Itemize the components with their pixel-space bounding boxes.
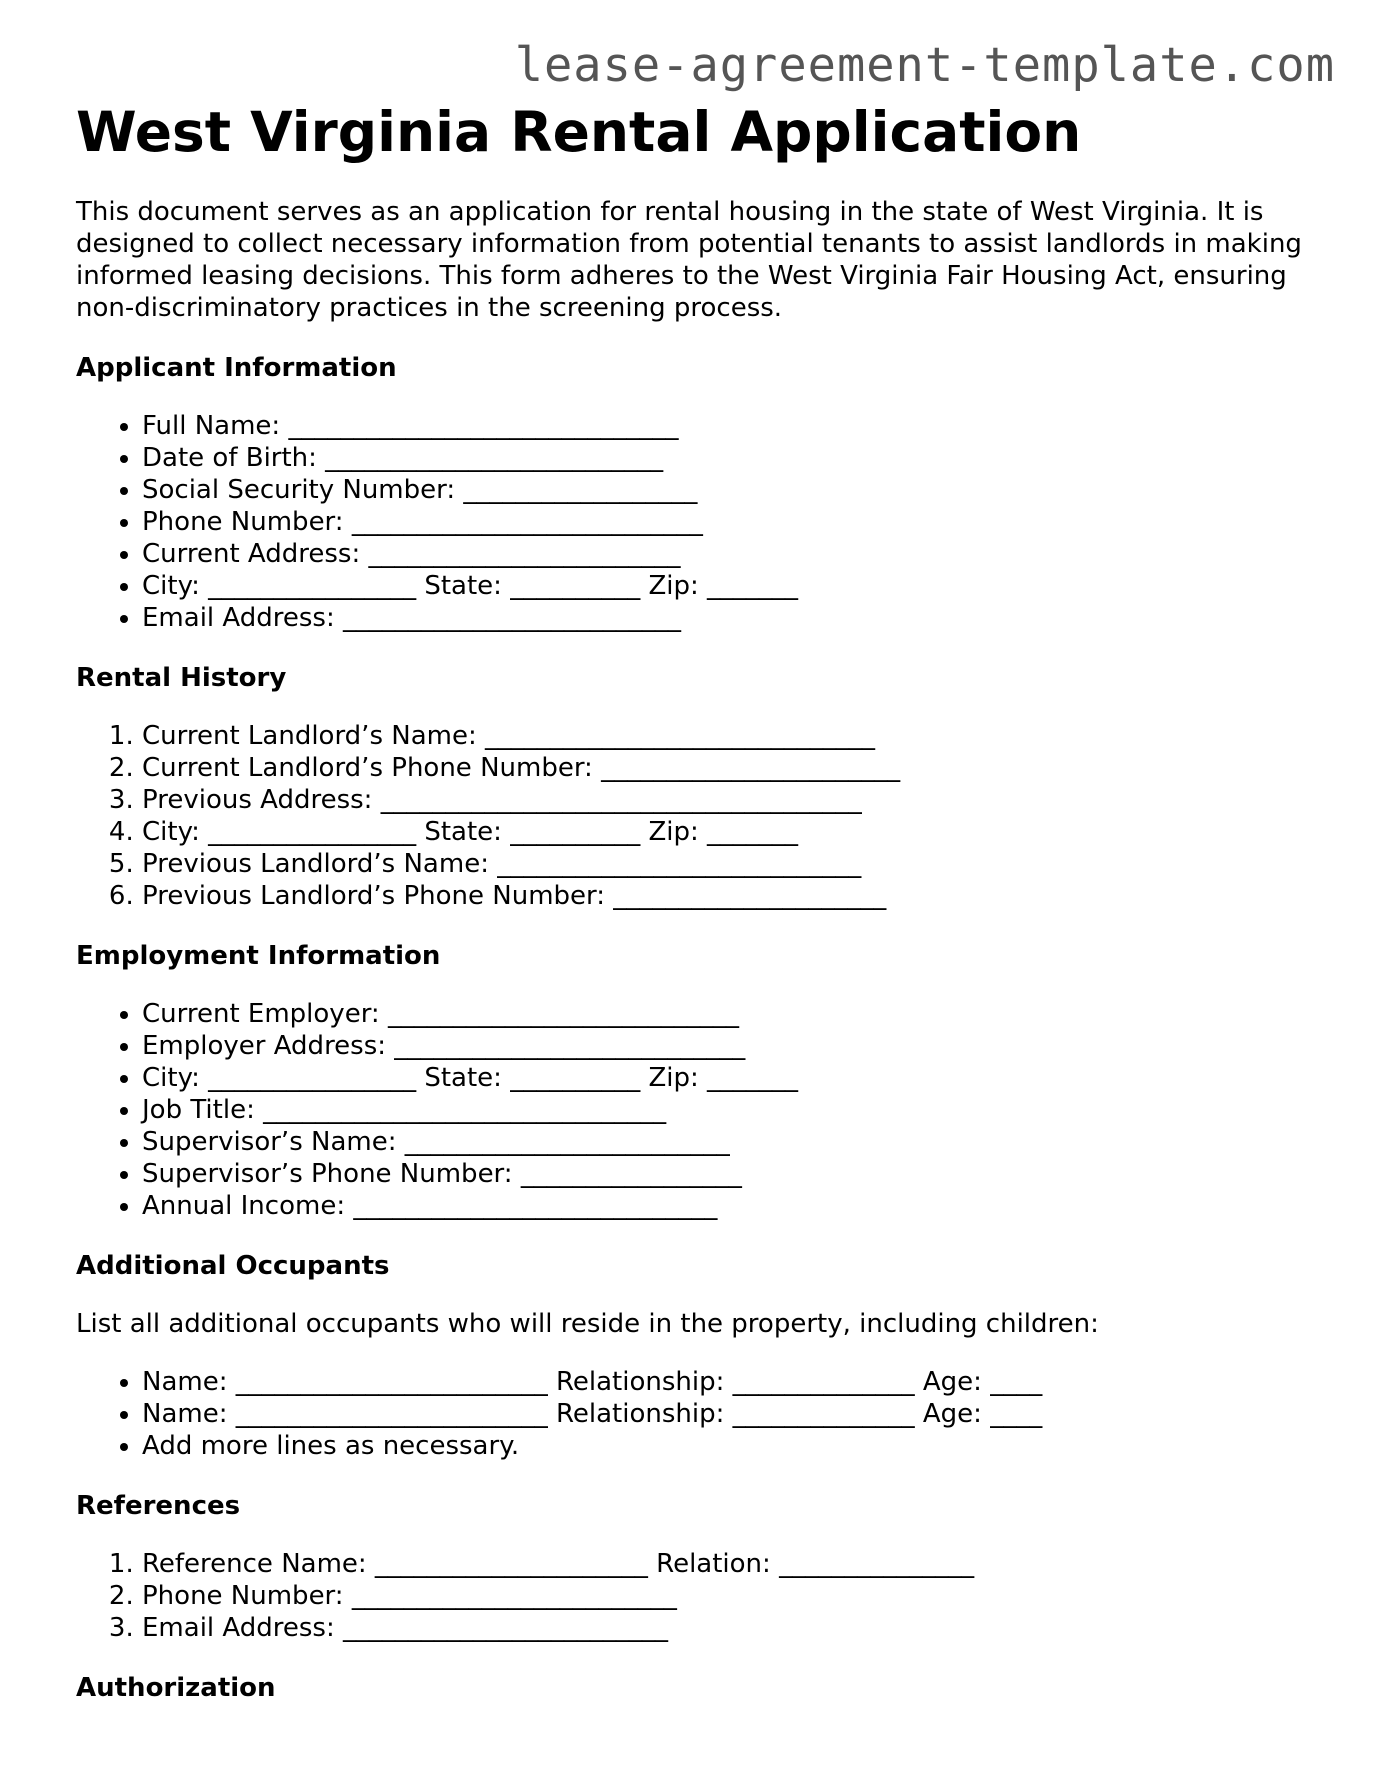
site-watermark: lease-agreement-template.com (514, 38, 1335, 93)
field-email: • Email Address: __________________________ (142, 602, 1316, 634)
occupants-list (76, 1366, 1316, 1462)
references-list (76, 1548, 1316, 1644)
applicant-fields-list (76, 410, 1316, 634)
field-reference-name: 1. Reference Name: _____________________ Relation: _______________ (142, 1548, 1316, 1580)
section-heading-occupants: Additional Occupants (76, 1251, 390, 1281)
field-previous-address: 3. Previous Address: _____________________________________ (142, 784, 1316, 816)
occupants-note: • Add more lines as necessary. (142, 1430, 1316, 1462)
section-heading-rental-history: Rental History (76, 663, 287, 693)
section-heading-authorization: Authorization (76, 1673, 276, 1703)
employment-fields-list (76, 998, 1316, 1222)
field-previous-landlord-name: 5. Previous Landlord’s Name: ____________________________ (142, 848, 1316, 880)
rental-history-list (76, 720, 1316, 912)
intro-paragraph: This document serves as an application for rental housing in the state of West Virginia. It is designed to collect necessary information from potential tenants to assist landlords in making informed leasing decisions. This form adheres to the West Virginia Fair Housing Act, ensuring non-discriminatory practices in the screening process. (76, 197, 1302, 323)
occupants-instructions: List all additional occupants who will reside in the property, including children: (76, 1309, 1099, 1339)
field-occupant-1: • Name: ________________________ Relationship: ______________ Age: ____ (142, 1366, 1316, 1398)
field-reference-phone: 2. Phone Number: _________________________ (142, 1580, 1316, 1612)
page-title: West Virginia Rental Application (76, 100, 1082, 164)
field-previous-landlord-phone: 6. Previous Landlord’s Phone Number: _____________________ (142, 880, 1316, 912)
section-heading-applicant: Applicant Information (76, 353, 397, 383)
field-annual-income: • Annual Income: ____________________________ (142, 1190, 1316, 1222)
field-reference-email: 3. Email Address: _________________________ (142, 1612, 1316, 1644)
field-occupant-2: • Name: ________________________ Relationship: ______________ Age: ____ (142, 1398, 1316, 1430)
field-current-landlord-phone: 2. Current Landlord’s Phone Number: _______________________ (142, 752, 1316, 784)
field-city-state-zip: • City: ________________ State: __________ Zip: _______ (142, 570, 1316, 602)
field-date-of-birth: • Date of Birth: __________________________ (142, 442, 1316, 474)
field-employer-address: • Employer Address: ___________________________ (142, 1030, 1316, 1062)
field-employer-city-state-zip: • City: ________________ State: __________ Zip: _______ (142, 1062, 1316, 1094)
document-page (76, 96, 1316, 1704)
section-heading-references: References (76, 1491, 241, 1521)
field-full-name: • Full Name: ______________________________ (142, 410, 1316, 442)
field-current-employer: • Current Employer: ___________________________ (142, 998, 1316, 1030)
field-supervisor-name: • Supervisor’s Name: _________________________ (142, 1126, 1316, 1158)
field-current-address: • Current Address: ________________________ (142, 538, 1316, 570)
field-job-title: • Job Title: _______________________________ (142, 1094, 1316, 1126)
field-previous-city-state-zip: 4. City: ________________ State: __________ Zip: _______ (142, 816, 1316, 848)
section-heading-employment: Employment Information (76, 941, 441, 971)
field-supervisor-phone: • Supervisor’s Phone Number: _________________ (142, 1158, 1316, 1190)
field-ssn: • Social Security Number: __________________ (142, 474, 1316, 506)
field-current-landlord-name: 1. Current Landlord’s Name: ______________________________ (142, 720, 1316, 752)
field-phone: • Phone Number: ___________________________ (142, 506, 1316, 538)
